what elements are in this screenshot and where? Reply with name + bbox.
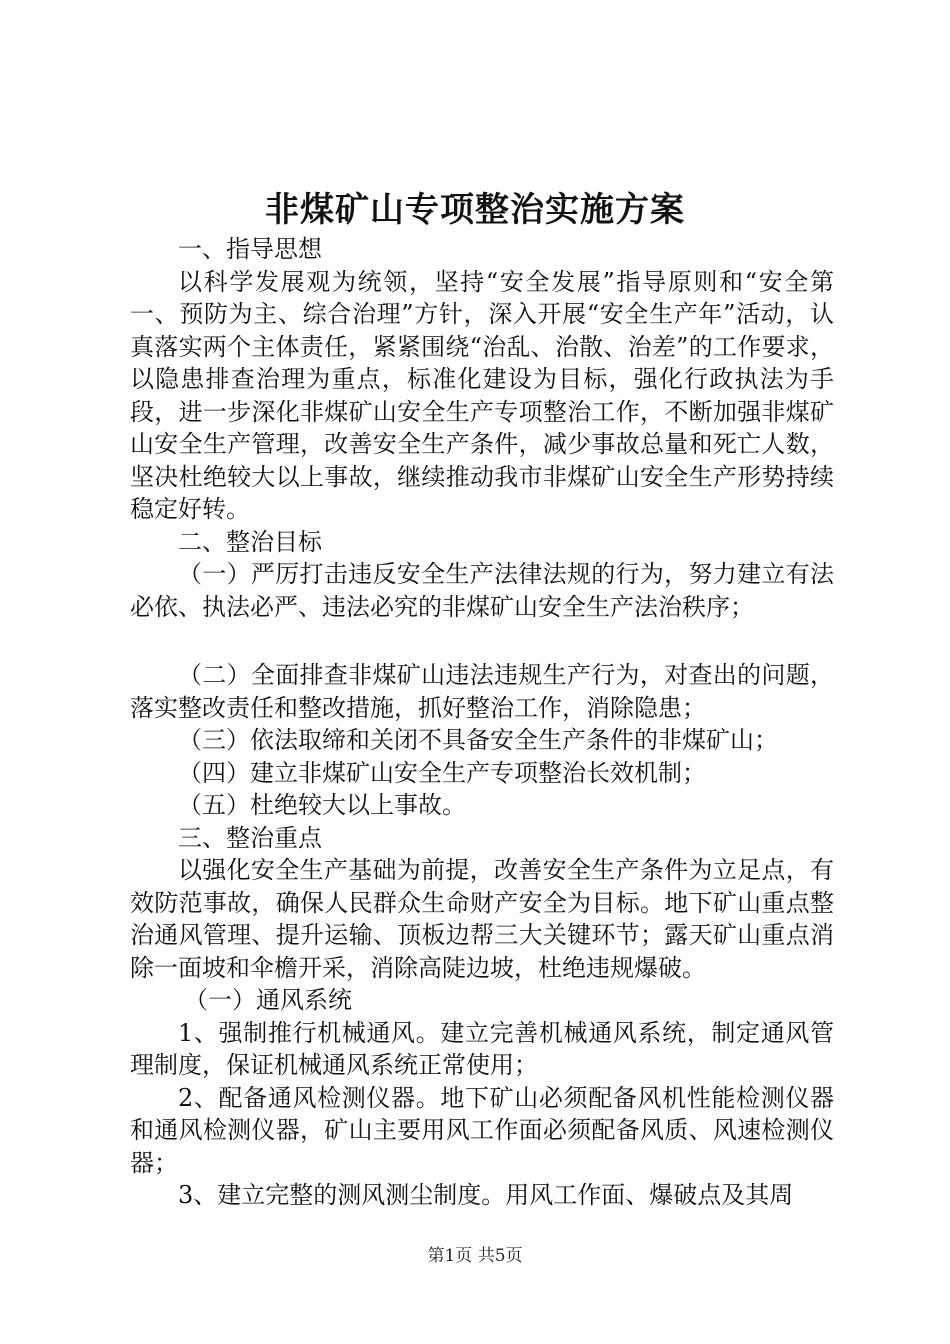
- list-item: （一）严厉打击违反安全生产法律法规的行为，努力建立有法必依、执法必严、违法必究的非煤矿山安全生产法治秩序；: [130, 560, 834, 621]
- blank-line: [130, 623, 834, 659]
- list-item: 3、建立完整的测风测尘制度。用风工作面、爆破点及其周: [178, 1181, 794, 1209]
- list-item: （四）建立非煤矿山安全生产专项整治长效机制；: [178, 758, 706, 787]
- page-footer: 第1页 共5页: [427, 1246, 523, 1266]
- list-item: （五）杜绝较大以上事故。: [178, 791, 466, 819]
- document-body: [130, 233, 834, 1212]
- list-item: 1、强制推行机械通风。建立完善机械通风系统，制定通风管理制度，保证机械通风系统正常使用；: [130, 1018, 834, 1079]
- section-heading: 三、整治重点: [178, 823, 322, 852]
- section-heading: 一、指导思想: [178, 235, 322, 263]
- paragraph: 以科学发展观为统领，坚持“安全发展”指导原则和“安全第一、预防为主、综合治理”方针，深入开展“安全生产年”活动，认真落实两个主体责任，紧紧围绕“治乱、治散、治差”的工作要求，以隐患排查治理为重点，标准化建设为目标，强化行政执法为手段，进一步深化非煤矿山安全生产专项整治工作，不断加强非煤矿山安全生产管理，改善安全生产条件，减少事故总量和死亡人数，坚决杜绝较大以上事故，继续推动我市非煤矿山安全生产形势持续稳定好转。: [130, 267, 834, 523]
- subsection-heading: （一）通风系统: [184, 986, 352, 1014]
- list-item: 2、配备通风检测仪器。地下矿山必须配备风机性能检测仪器和通风检测仪器，矿山主要用风工作面必须配备风质、风速检测仪器；: [130, 1083, 834, 1177]
- list-item: （二）全面排查非煤矿山违法违规生产行为，对查出的问题，落实整改责任和整改措施，抓好整治工作，消除隐患；: [130, 661, 834, 722]
- paragraph: 以强化安全生产基础为前提，改善安全生产条件为立足点，有效防范事故，确保人民群众生命财产安全为目标。地下矿山重点整治通风管理、提升运输、顶板边帮三大关键环节；露天矿山重点消除一面坡和伞檐开采，消除高陡边坡，杜绝违规爆破。: [130, 856, 834, 982]
- list-item: （三）依法取缔和关闭不具备安全生产条件的非煤矿山；: [178, 726, 778, 754]
- section-heading: 二、整治目标: [178, 527, 322, 556]
- document-title: 非煤矿山专项整治实施方案: [265, 190, 685, 230]
